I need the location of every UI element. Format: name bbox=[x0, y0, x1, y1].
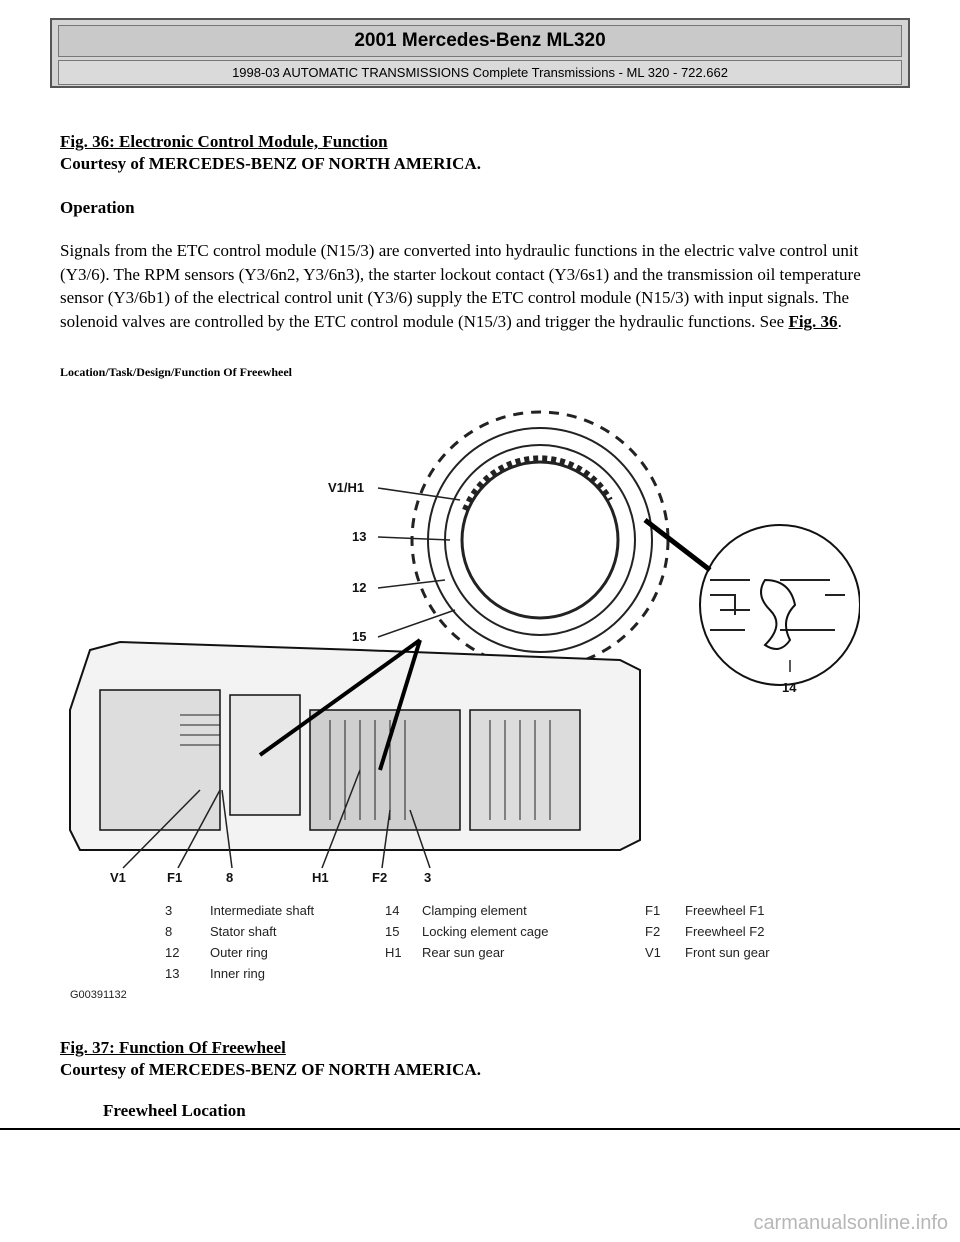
legend-text: Freewheel F1 bbox=[685, 903, 765, 918]
label-f1: F1 bbox=[167, 870, 183, 885]
legend-code: 14 bbox=[385, 903, 400, 918]
operation-paragraph bbox=[60, 239, 905, 333]
legend-text: Stator shaft bbox=[210, 924, 277, 939]
figure-37-diagram bbox=[60, 410, 860, 1010]
legend-code: 12 bbox=[165, 945, 180, 960]
callout-v1h1: V1/H1 bbox=[328, 480, 365, 495]
freewheel-illustration bbox=[60, 410, 860, 1010]
gear-ring bbox=[412, 412, 668, 668]
callout-12: 12 bbox=[352, 580, 367, 595]
page-divider bbox=[0, 1128, 960, 1130]
legend-code: F1 bbox=[645, 903, 661, 918]
freewheel-location-heading: Freewheel Location bbox=[103, 1101, 246, 1120]
transmission-section bbox=[70, 642, 640, 850]
operation-tail: . bbox=[837, 311, 842, 331]
fig37-courtesy: Courtesy of MERCEDES-BENZ OF NORTH AMERICA. bbox=[60, 1060, 481, 1079]
legend-text: Outer ring bbox=[210, 945, 268, 960]
label-3: 3 bbox=[424, 870, 432, 885]
legend-text: Locking element cage bbox=[422, 924, 549, 939]
document-header bbox=[50, 18, 910, 88]
header-title: 2001 Mercedes-Benz ML320 bbox=[58, 25, 902, 57]
legend-text: Inner ring bbox=[210, 966, 265, 981]
legend-text: Clamping element bbox=[422, 903, 527, 918]
legend-code: V1 bbox=[645, 945, 661, 960]
callout-15: 15 bbox=[352, 629, 367, 644]
legend-code: 8 bbox=[165, 924, 173, 939]
label-v1: V1 bbox=[110, 870, 126, 885]
fig37-caption[interactable]: Fig. 37: Function Of Freewheel bbox=[60, 1038, 286, 1057]
clamping-detail-circle bbox=[700, 525, 860, 685]
fig36-link[interactable]: Fig. 36 bbox=[788, 311, 838, 331]
fig36-caption[interactable]: Fig. 36: Electronic Control Module, Function bbox=[60, 132, 388, 151]
detail-leader bbox=[645, 520, 710, 570]
operation-text: Signals from the ETC control module (N15/3) are converted into hydraulic functions in the electric valve control unit (Y3/6). The RPM sensors (Y3/6n2, Y3/6n3), the starter lockout contact (Y3/6s1) and the transmission oil temperature sensor (Y3/6b1) of the electrical control unit (Y3/6) supply the ETC control module (N15/3) with input signals. The solenoid valves are controlled by the ETC control module (N15/3) and trigger the hydraulic functions. See bbox=[60, 241, 861, 331]
legend-text: Rear sun gear bbox=[422, 945, 505, 960]
callout-13: 13 bbox=[352, 529, 367, 544]
legend-text: Freewheel F2 bbox=[685, 924, 765, 939]
legend-code: H1 bbox=[385, 945, 402, 960]
label-h1: H1 bbox=[312, 870, 329, 885]
operation-heading: Operation bbox=[60, 198, 135, 217]
label-f2: F2 bbox=[372, 870, 388, 885]
legend-code: F2 bbox=[645, 924, 661, 939]
fig36-courtesy: Courtesy of MERCEDES-BENZ OF NORTH AMERICA. bbox=[60, 154, 481, 173]
figure-image-id: G00391132 bbox=[70, 989, 127, 1001]
site-watermark: carmanualsonline.info bbox=[753, 1212, 948, 1234]
legend-text: Front sun gear bbox=[685, 945, 770, 960]
label-8: 8 bbox=[226, 870, 234, 885]
callout-14: 14 bbox=[782, 680, 797, 695]
legend-code: 15 bbox=[385, 924, 400, 939]
freewheel-section-heading: Location/Task/Design/Function Of Freewheel bbox=[60, 365, 293, 379]
header-subtitle: 1998-03 AUTOMATIC TRANSMISSIONS Complete Transmissions - ML 320 - 722.662 bbox=[58, 60, 902, 85]
legend-text: Intermediate shaft bbox=[210, 903, 315, 918]
legend-code: 3 bbox=[165, 903, 173, 918]
legend-code: 13 bbox=[165, 966, 180, 981]
